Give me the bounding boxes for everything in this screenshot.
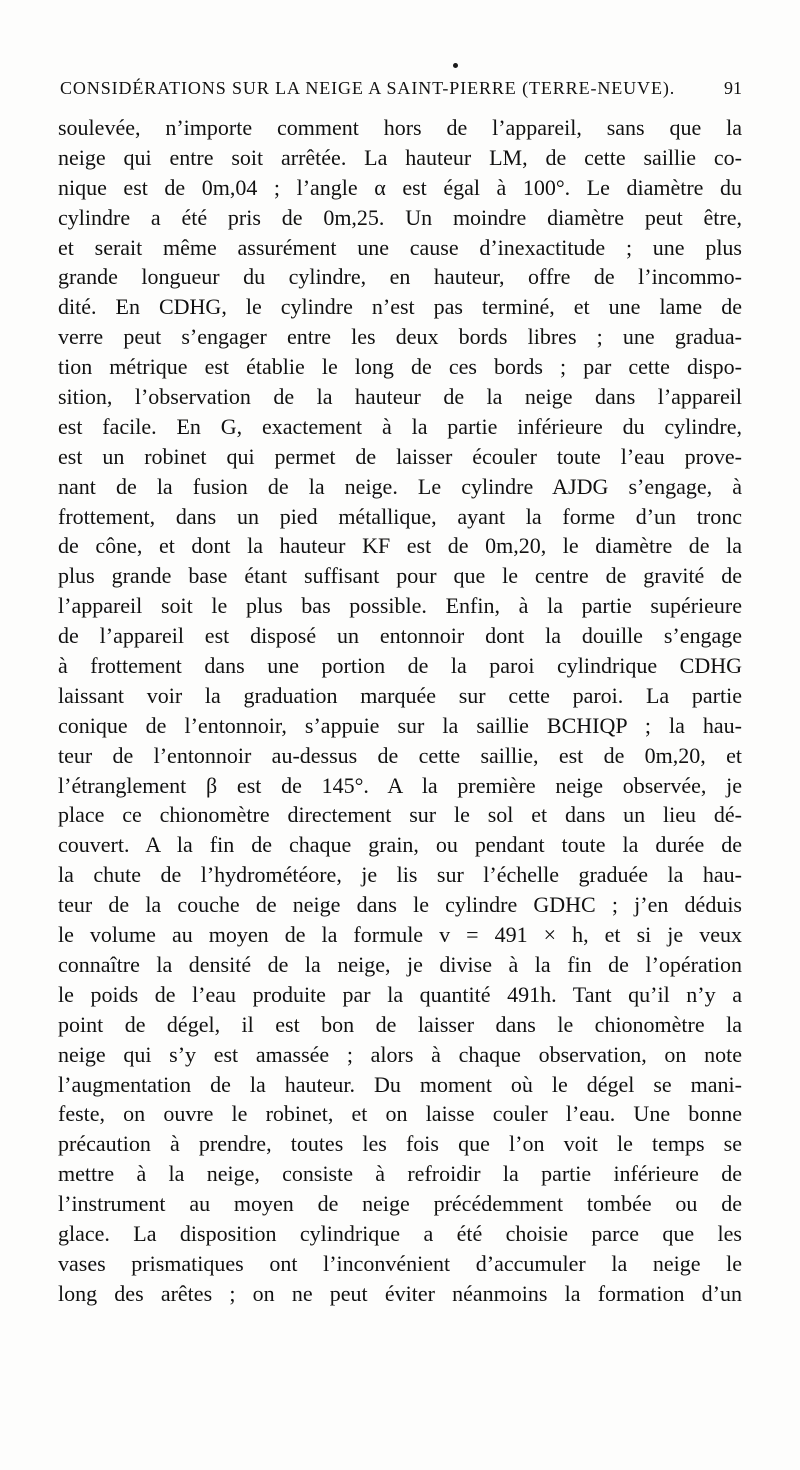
printer-mark-dot [453, 63, 458, 68]
text-line: et serait même assurément une cause d’inexactitude ; une plus [58, 234, 742, 260]
text-line: l’augmentation de la hauteur. Du moment où le dégel se mani- [58, 1071, 742, 1097]
text-line: place ce chionomètre directement sur le sol et dans un lieu dé- [58, 802, 742, 828]
text-line: conique de l’entonnoir, s’appuie sur la saillie BCHIQP ; la hau- [58, 712, 742, 738]
text-line: laissant voir la graduation marquée sur cette paroi. La partie [58, 682, 742, 708]
page-header [60, 78, 742, 108]
text-line: l’appareil soit le plus bas possible. Enfin, à la partie supérieure [58, 593, 742, 619]
text-line: de l’appareil est disposé un entonnoir dont la douille s’engage [58, 623, 742, 649]
text-line: verre peut s’engager entre les deux bords libres ; une gradua- [58, 324, 742, 350]
text-line: le volume au moyen de la formule v = 491 × h, et si je veux [58, 922, 742, 948]
text-line: frottement, dans un pied métallique, ayant la forme d’un tronc [58, 503, 742, 529]
text-line: le poids de l’eau produite par la quantité 491h. Tant qu’il n’y a [58, 981, 742, 1007]
text-line: est facile. En G, exactement à la partie inférieure du cylindre, [58, 413, 742, 439]
text-line: feste, on ouvre le robinet, et on laisse couler l’eau. Une bonne [58, 1101, 742, 1127]
text-line: l’étranglement β est de 145°. A la première neige observée, je [58, 772, 742, 798]
text-line: est un robinet qui permet de laisser écouler toute l’eau prove- [58, 443, 742, 469]
body-paragraph [58, 113, 742, 1309]
text-line: cylindre a été pris de 0m,25. Un moindre diamètre peut être, [58, 204, 742, 230]
text-line: teur de l’entonnoir au-dessus de cette saillie, est de 0m,20, et [58, 742, 742, 768]
text-line: la chute de l’hydrométéore, je lis sur l’échelle graduée la hau- [58, 862, 742, 888]
text-line: point de dégel, il est bon de laisser dans le chionomètre la [58, 1011, 742, 1037]
text-line: couvert. A la fin de chaque grain, ou pendant toute la durée de [58, 832, 742, 858]
text-line: sition, l’observation de la hauteur de la neige dans l’appareil [58, 384, 742, 410]
text-line: neige qui s’y est amassée ; alors à chaque observation, on note [58, 1041, 742, 1067]
text-line: dité. En CDHG, le cylindre n’est pas terminé, et une lame de [58, 294, 742, 320]
text-line: long des arêtes ; on ne peut éviter néanmoins la formation d’un [58, 1280, 742, 1306]
text-line: nant de la fusion de la neige. Le cylindre AJDG s’engage, à [58, 473, 742, 499]
text-line: mettre à la neige, consiste à refroidir la partie inférieure de [58, 1161, 742, 1187]
page-number: 91 [724, 78, 742, 98]
text-line: connaître la densité de la neige, je divise à la fin de l’opération [58, 951, 742, 977]
text-line: vases prismatiques ont l’inconvénient d’accumuler la neige le [58, 1250, 742, 1276]
text-line: à frottement dans une portion de la paroi cylindrique CDHG [58, 653, 742, 679]
text-line: tion métrique est établie le long de ces bords ; par cette dispo- [58, 354, 742, 380]
text-line: grande longueur du cylindre, en hauteur, offre de l’incommo- [58, 264, 742, 290]
running-title: CONSIDÉRATIONS SUR LA NEIGE A SAINT-PIERRE (TERRE-NEUVE). [60, 78, 676, 98]
text-line: glace. La disposition cylindrique a été choisie parce que les [58, 1220, 742, 1246]
text-line: l’instrument au moyen de neige précédemment tombée ou de [58, 1191, 742, 1217]
text-line: soulevée, n’importe comment hors de l’appareil, sans que la [58, 115, 742, 140]
text-line: teur de la couche de neige dans le cylindre GDHC ; j’en déduis [58, 892, 742, 918]
text-line: précaution à prendre, toutes les fois que l’on voit le temps se [58, 1131, 742, 1157]
text-line: neige qui entre soit arrêtée. La hauteur LM, de cette saillie co- [58, 144, 742, 170]
text-line: de cône, et dont la hauteur KF est de 0m,20, le diamètre de la [58, 533, 742, 559]
text-line: nique est de 0m,04 ; l’angle α est égal à 100°. Le diamètre du [58, 174, 742, 200]
text-line: plus grande base étant suffisant pour que le centre de gravité de [58, 563, 742, 589]
